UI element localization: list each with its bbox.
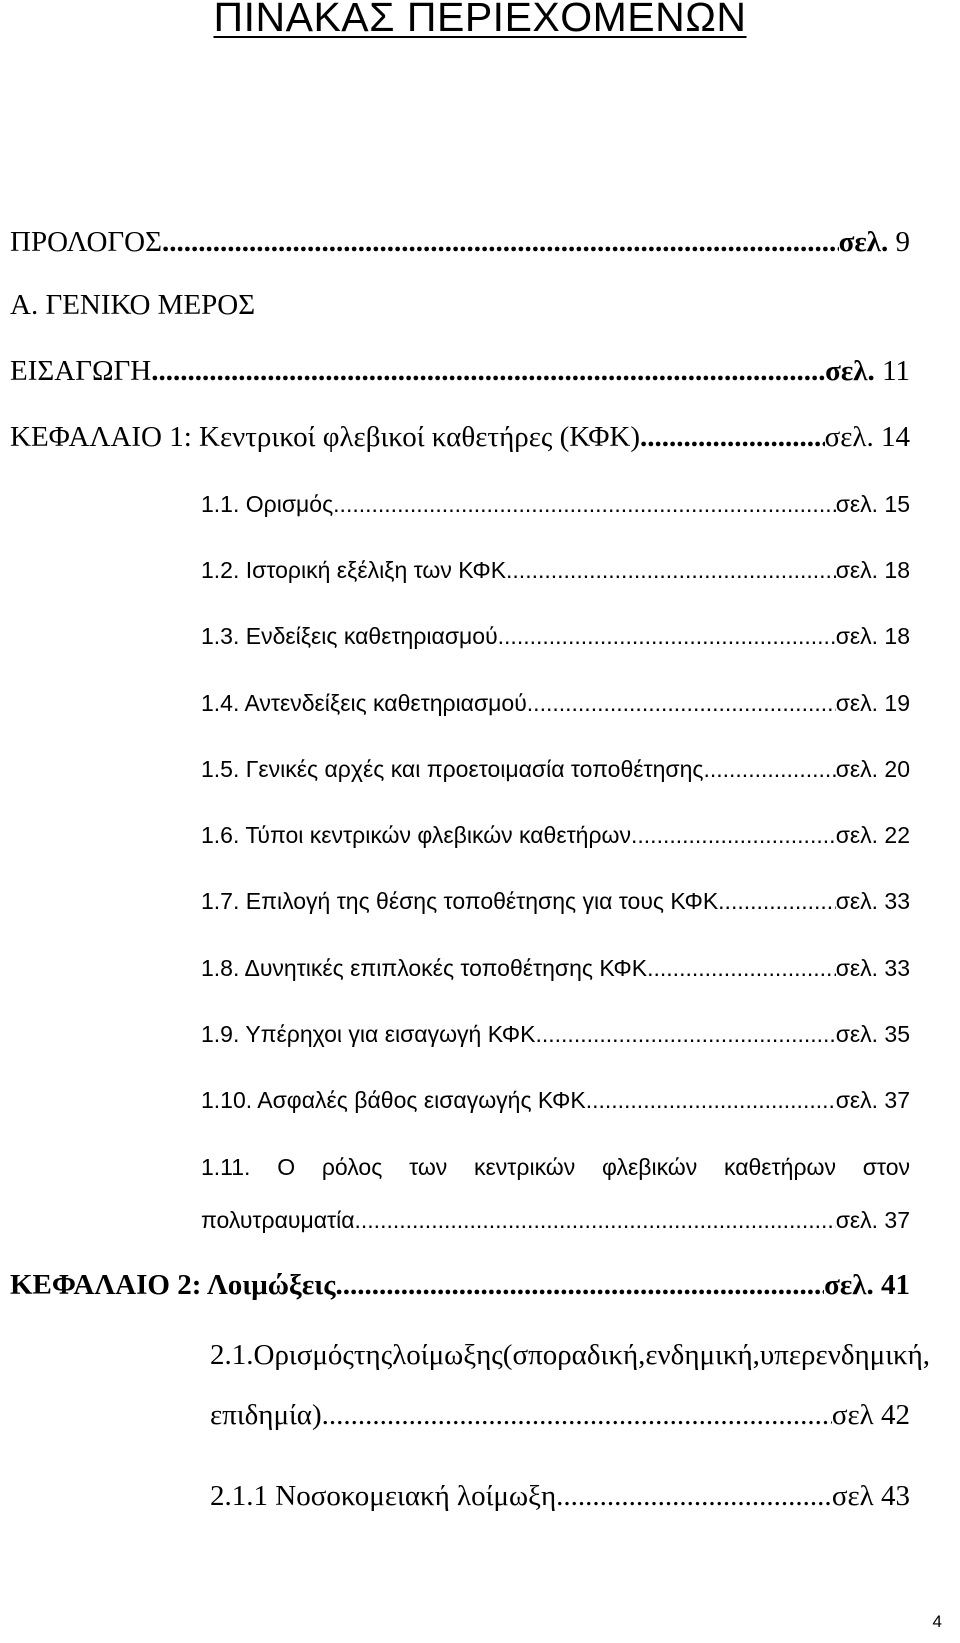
toc-entry-chapter1[interactable] — [10, 417, 910, 457]
toc-entry-label: 1.9. Υπέρηχοι για εισαγωγή ΚΦΚ — [201, 1021, 536, 1047]
word: των — [409, 1154, 448, 1180]
toc-entry-label: 1.1. Ορισμός — [201, 491, 334, 517]
toc-entry-label: 1.10. Ασφαλές βάθος εισαγωγής ΚΦΚ — [201, 1087, 586, 1113]
word: 2.1. — [210, 1339, 254, 1371]
toc-entry-label: ΠΡΟΛΟΓΟΣ — [10, 226, 162, 258]
dot-leader — [647, 948, 836, 988]
toc-entry-1-1[interactable] — [201, 484, 910, 524]
dot-leader — [586, 1080, 836, 1120]
word: Ο — [277, 1154, 296, 1180]
toc-entry-page: σελ. 41 — [824, 1269, 910, 1301]
toc-entry-1-11-line2[interactable] — [201, 1200, 910, 1240]
toc-entry-page: σελ. 22 — [835, 822, 910, 848]
toc-entry-label: ΚΕΦΑΛΑΙΟ 2: Λοιμώξεις — [10, 1269, 336, 1301]
toc-entry-label: ΕΙΣΑΓΩΓΗ — [10, 355, 152, 387]
toc-entry-chapter2[interactable] — [10, 1265, 910, 1305]
toc-entry-intro[interactable] — [10, 351, 910, 391]
dot-leader — [640, 417, 825, 457]
dot-leader — [498, 616, 836, 656]
toc-entry-page: σελ. 9 — [838, 226, 910, 258]
word: λοίμωξης — [392, 1339, 503, 1371]
word: καθετήρων — [724, 1154, 836, 1180]
toc-entry-page: σελ 43 — [831, 1480, 910, 1512]
dot-leader — [355, 1200, 836, 1240]
toc-entry-1-2[interactable] — [201, 550, 910, 590]
dot-leader — [631, 815, 836, 855]
word: φλεβικών — [602, 1154, 698, 1180]
dot-leader — [718, 881, 836, 921]
toc-entry-page: σελ. 11 — [825, 355, 910, 387]
toc-entry-label: 1.6. Τύποι κεντρικών φλεβικών καθετήρων — [201, 822, 632, 848]
toc-entry-label: επιδημία) — [210, 1399, 322, 1431]
toc-entry-page: σελ. 14 — [824, 421, 910, 453]
toc-entry-1-8[interactable] — [201, 948, 910, 988]
toc-entry-1-7[interactable] — [201, 881, 910, 921]
word: 1.11. — [201, 1154, 251, 1180]
page-title — [0, 0, 960, 42]
toc-entry-label: 1.2. Ιστορική εξέλιξη των ΚΦΚ — [201, 557, 507, 583]
toc-entry-label: 2.1.1 Νοσοκομειακή λοίμωξη — [210, 1480, 557, 1512]
word: της — [353, 1339, 393, 1371]
toc-entry-page: σελ. 35 — [835, 1021, 910, 1047]
dot-leader — [162, 222, 839, 262]
word: κεντρικών — [474, 1154, 576, 1180]
toc-entry-label: 1.7. Επιλογή της θέσης τοποθέτησης για τους ΚΦΚ — [201, 888, 719, 914]
toc-entry-label: 1.4. Αντενδείξεις καθετηριασμού — [201, 690, 527, 716]
toc-entry-label: πολυτραυματία — [201, 1207, 355, 1233]
toc-entry-2-1-line1[interactable] — [210, 1335, 931, 1375]
word: Ορισμός — [253, 1339, 354, 1371]
toc-entry-1-9[interactable] — [201, 1014, 910, 1054]
toc-entry-page: σελ. 33 — [835, 888, 910, 914]
toc-entry-page: σελ 42 — [831, 1399, 910, 1431]
toc-entry-1-4[interactable] — [201, 683, 910, 723]
toc-entry-label: 1.3. Ενδείξεις καθετηριασμού — [201, 623, 498, 649]
section-heading-part-a: Α. ΓΕΝΙΚΟ ΜΕΡΟΣ — [10, 289, 256, 321]
toc-entry-1-10[interactable] — [201, 1080, 910, 1120]
toc-entry-page: σελ. 19 — [835, 690, 910, 716]
word: (σποραδική, — [502, 1339, 646, 1371]
toc-entry-1-11-line1[interactable] — [201, 1147, 910, 1187]
dot-leader — [506, 550, 836, 590]
toc-entry-1-5[interactable] — [201, 749, 910, 789]
toc-entry-page: σελ. 20 — [835, 756, 910, 782]
dot-leader — [151, 351, 825, 391]
toc-entry-label: 1.8. Δυνητικές επιπλοκές τοποθέτησης ΚΦΚ — [201, 955, 648, 981]
word: ρόλος — [321, 1154, 383, 1180]
page-number: 4 — [932, 1612, 942, 1631]
toc-entry-label: 1.5. Γενικές αρχές και προετοιμασία τοποθέτησης — [201, 756, 704, 782]
dot-leader — [703, 749, 835, 789]
toc-entry-page: σελ. 33 — [835, 955, 910, 981]
toc-entry-label: ΚΕΦΑΛΑΙΟ 1: Κεντρικοί φλεβικοί καθετήρες (ΚΦΚ) — [10, 421, 641, 453]
toc-entry-1-3[interactable] — [201, 616, 910, 656]
toc-entry-2-1-line2[interactable] — [210, 1395, 910, 1435]
dot-leader — [527, 683, 836, 723]
toc-entry-page: σελ. 18 — [835, 623, 910, 649]
dot-leader — [335, 1265, 824, 1305]
word: υπερενδημική, — [759, 1339, 931, 1371]
toc-entry-page: σελ. 37 — [835, 1207, 910, 1233]
toc-entry-prologue[interactable] — [10, 222, 910, 262]
dot-leader — [556, 1476, 832, 1516]
title-text: ΠΙΝΑΚΑΣ ΠΕΡΙΕΧΟΜΕΝΩΝ — [213, 0, 747, 40]
word: στον — [862, 1154, 910, 1180]
word: ενδημική, — [645, 1339, 760, 1371]
toc-entry-page: σελ. 18 — [835, 557, 910, 583]
toc-entry-page: σελ. 37 — [835, 1087, 910, 1113]
toc-entry-1-6[interactable] — [201, 815, 910, 855]
dot-leader — [322, 1395, 832, 1435]
dot-leader — [535, 1014, 835, 1054]
toc-entry-2-1-1[interactable] — [210, 1476, 910, 1516]
dot-leader — [333, 484, 836, 524]
toc-entry-page: σελ. 15 — [835, 491, 910, 517]
